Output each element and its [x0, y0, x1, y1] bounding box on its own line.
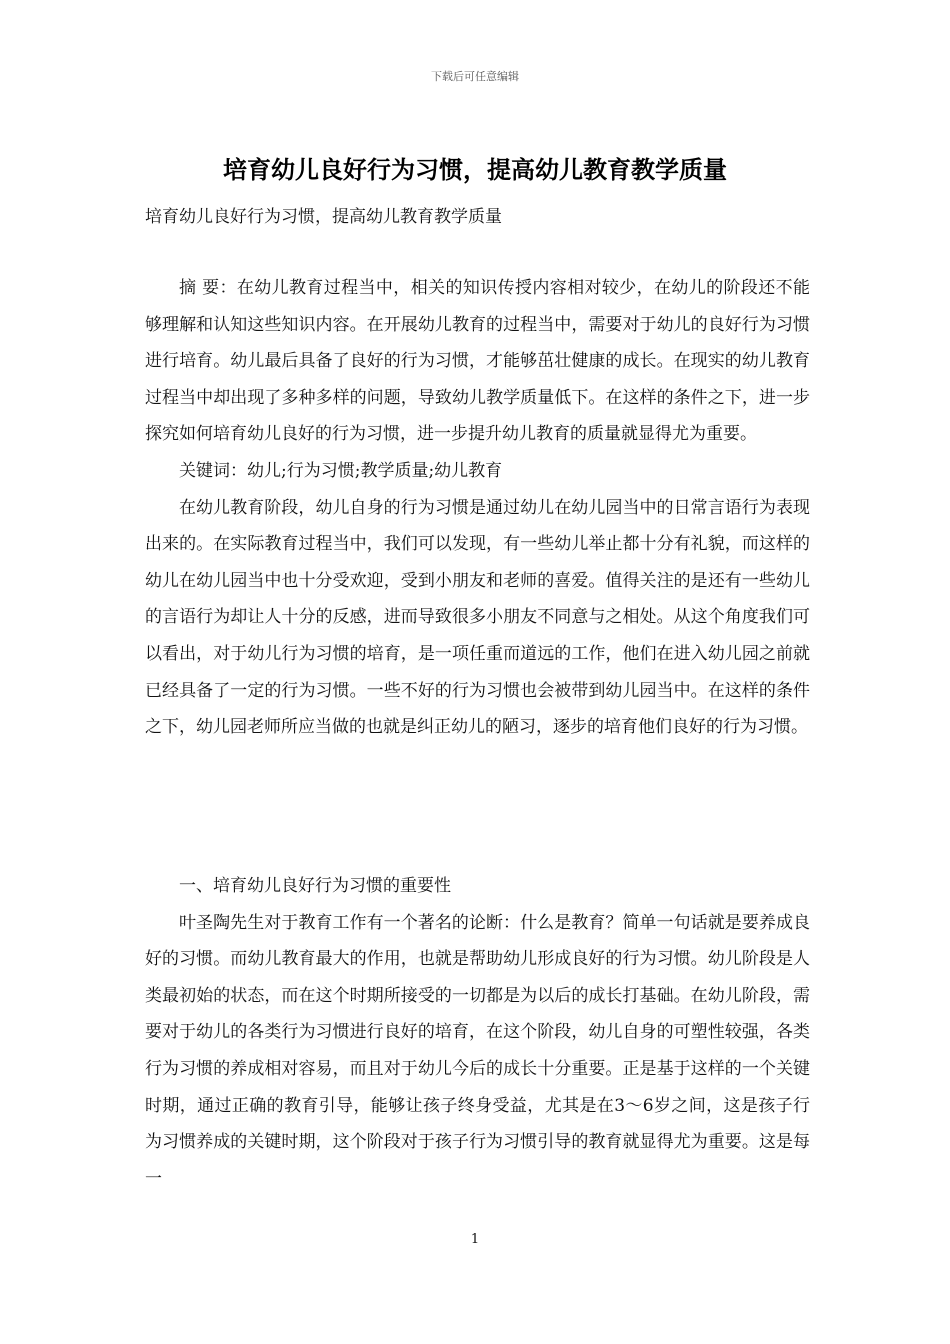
page-header: 下载后可任意编辑 [431, 70, 519, 83]
section-paragraph: 叶圣陶先生对于教育工作有一个著名的论断：什么是教育？简单一句话就是要养成良好的习惯。而幼儿教育最大的作用，也就是帮助幼儿形成良好的行为习惯。幼儿阶段是人类最初始的状态，而在这个时期所接受的一切都是为以后的成长打基础。在幼儿阶段，需要对于幼儿的各类行为习惯进行良好的培育，在这个阶段，幼儿自身的可塑性较强，各类行为习惯的养成相对容易，而且对于幼儿今后的成长十分重要。正是基于这样的一个关键时期，通过正确的教育引导，能够让孩子终身受益，尤其是在3～6岁之间，这是孩子行为习惯养成的关键时期，这个阶段对于孩子行为习惯引导的教育就显得尤为重要。这是每一 [145, 912, 810, 1189]
intro-paragraph: 在幼儿教育阶段，幼儿自身的行为习惯是通过幼儿在幼儿园当中的日常言语行为表现出来的。在实际教育过程当中，我们可以发现，有一些幼儿举止都十分有礼貌，而这样的幼儿在幼儿园当中也十分受欢迎，受到小朋友和老师的喜爱。值得关注的是还有一些幼儿的言语行为却让人十分的反感，进而导致很多小朋友不同意与之相处。从这个角度我们可以看出，对于幼儿行为习惯的培育，是一项任重而道远的工作，他们在进入幼儿园之前就已经具备了一定的行为习惯。一些不好的行为习惯也会被带到幼儿园当中。在这样的条件之下，幼儿园老师所应当做的也就是纠正幼儿的陋习，逐步的培育他们良好的行为习惯。 [145, 497, 810, 738]
page-number: 1 [470, 1232, 480, 1247]
document-subtitle: 培育幼儿良好行为习惯，提高幼儿教育教学质量 [145, 207, 502, 227]
document-title: 培育幼儿良好行为习惯，提高幼儿教育教学质量 [223, 155, 727, 184]
section-heading: 一、培育幼儿良好行为习惯的重要性 [179, 876, 451, 896]
abstract-paragraph: 摘 要：在幼儿教育过程当中，相关的知识传授内容相对较少，在幼儿的阶段还不能够理解和认知这些知识内容。在开展幼儿教育的过程当中，需要对于幼儿的良好行为习惯进行培育。幼儿最后具备了良好的行为习惯，才能够茁壮健康的成长。在现实的幼儿教育过程当中却出现了多种多样的问题，导致幼儿教学质量低下。在这样的条件之下，进一步探究如何培育幼儿良好的行为习惯，进一步提升幼儿教育的质量就显得尤为重要。 [145, 278, 810, 445]
keywords-paragraph: 关键词：幼儿;行为习惯;教学质量;幼儿教育 [179, 460, 503, 481]
section-one [145, 868, 810, 1197]
abstract-block [145, 270, 810, 746]
